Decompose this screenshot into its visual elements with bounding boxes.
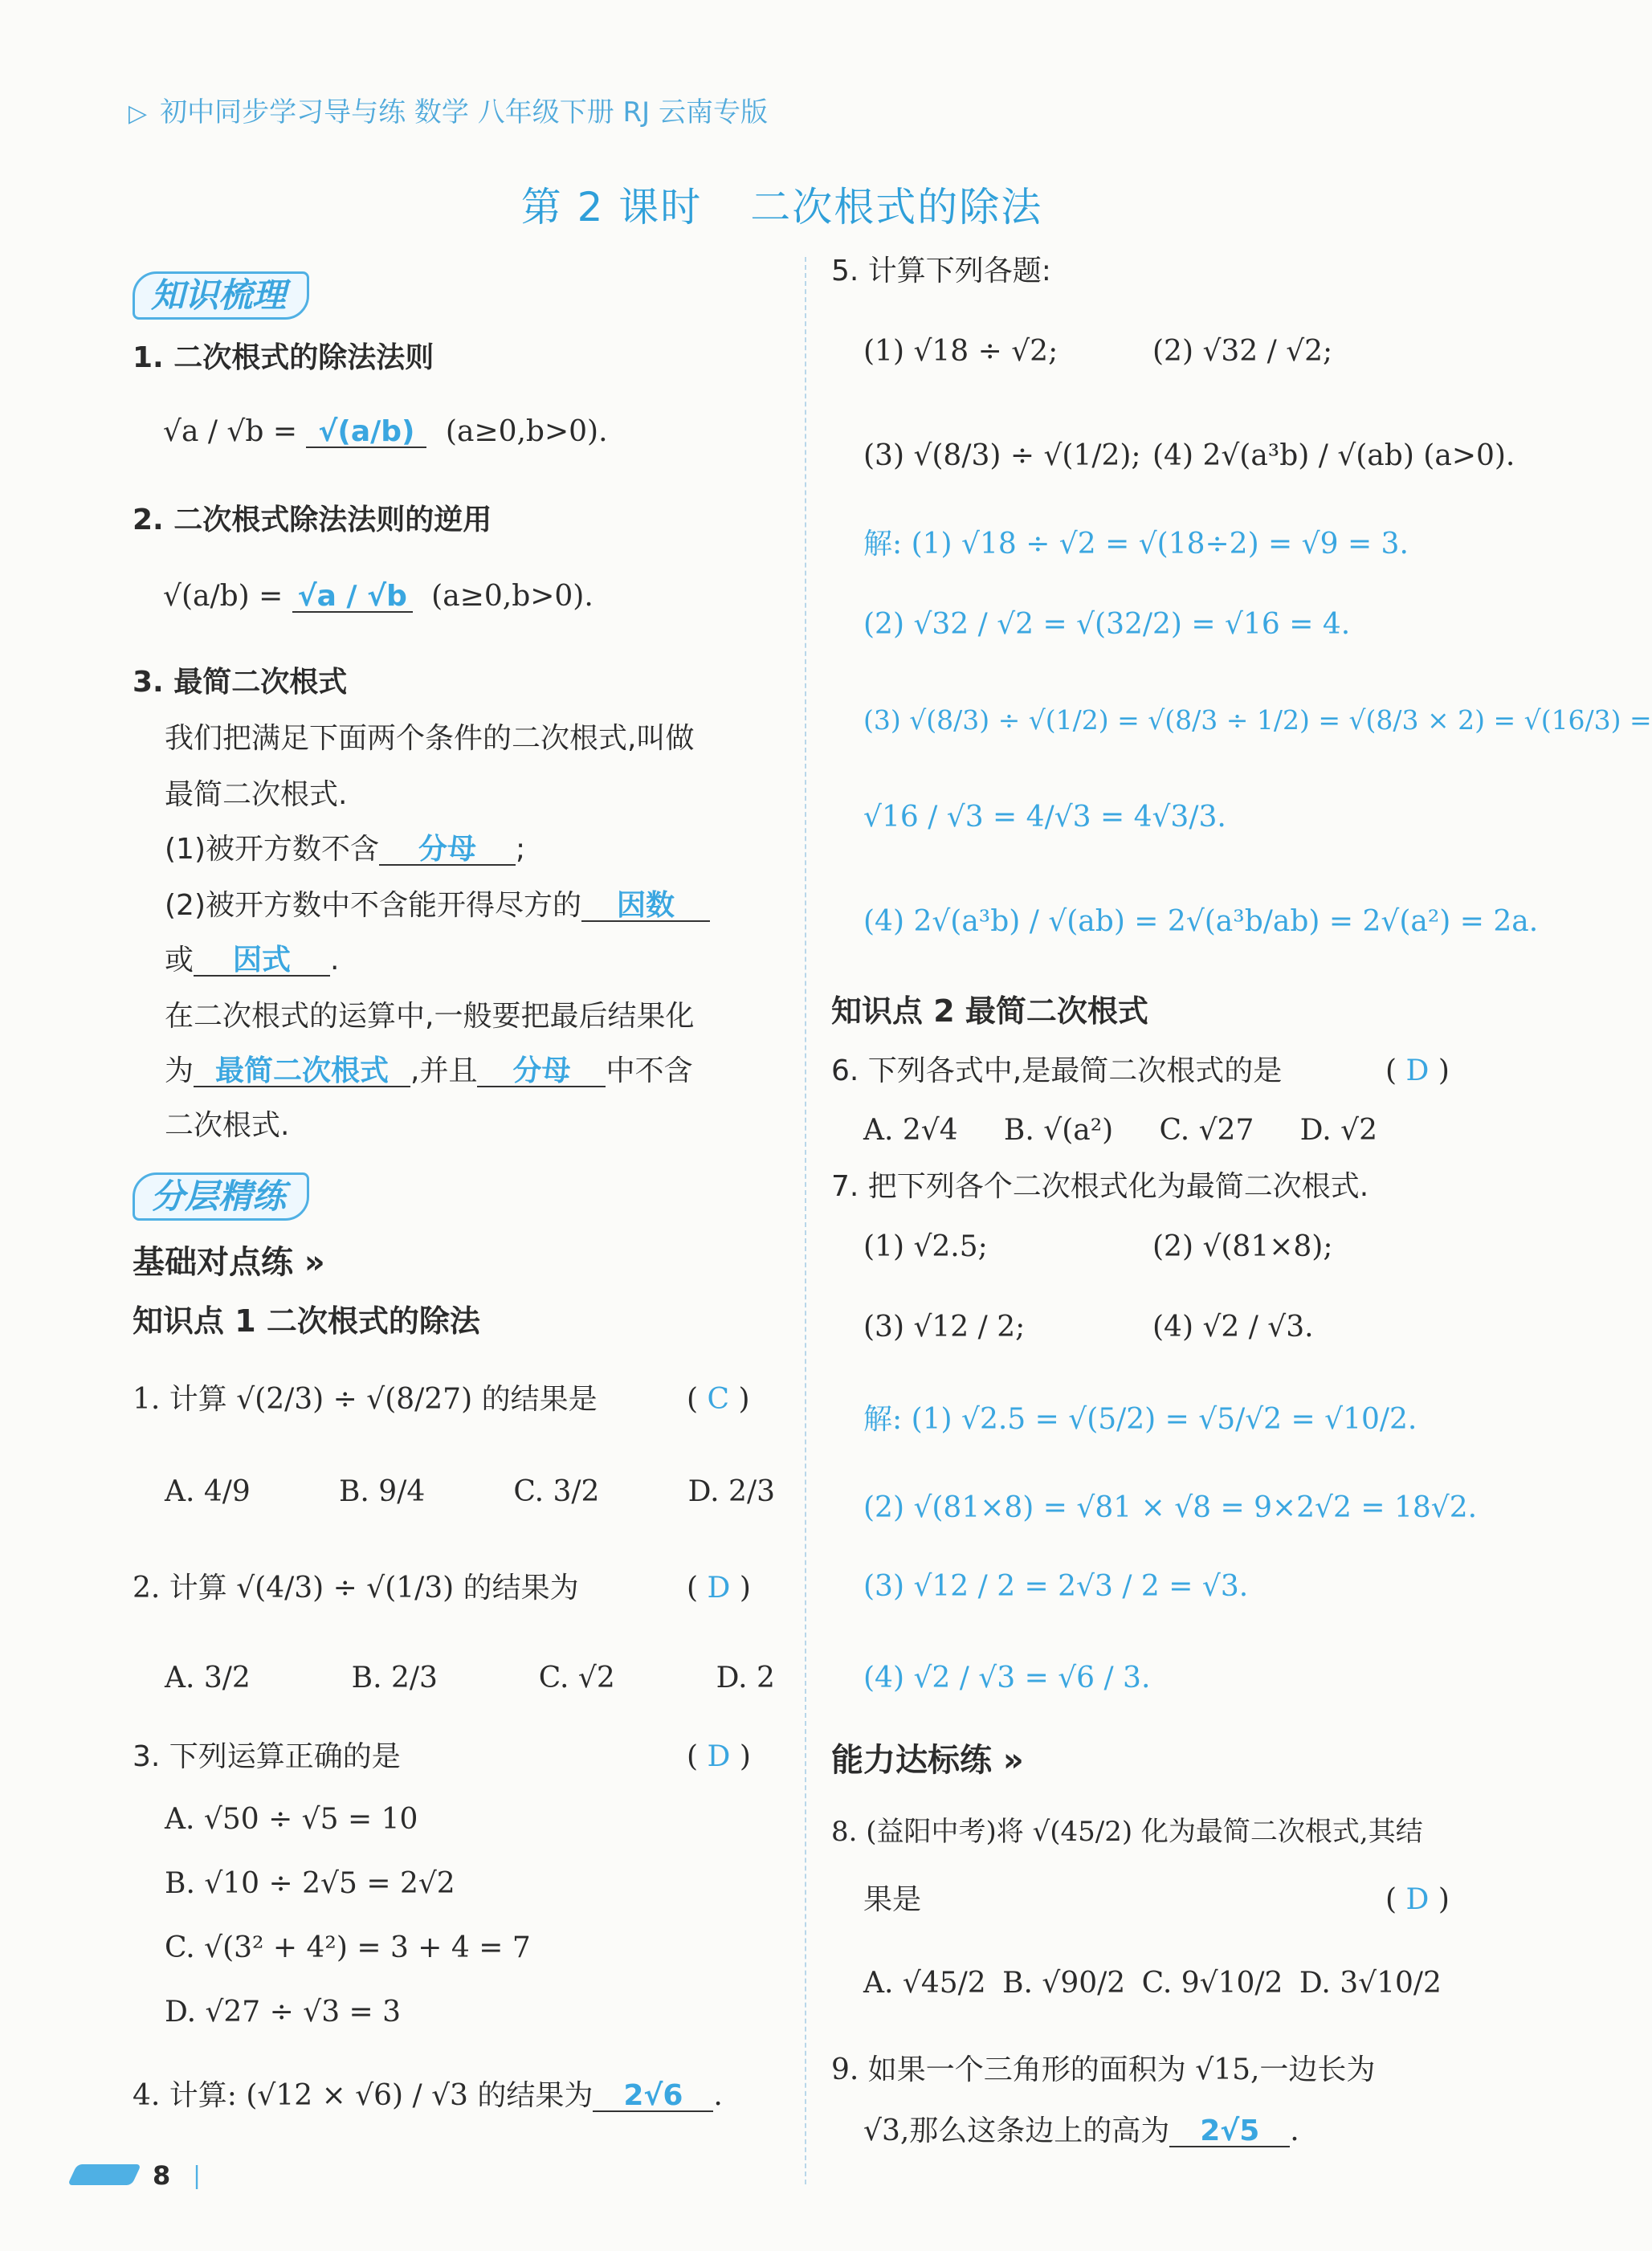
lesson-label: 第 2 课时 bbox=[520, 184, 703, 230]
q3-option-a: A. √50 ÷ √5 = 10 bbox=[165, 1803, 418, 1836]
k3-cond2: (2)被开方数中不含能开得尽方的 因数 bbox=[165, 891, 710, 922]
k2-title: 2. 二次根式除法法则的逆用 bbox=[133, 504, 492, 536]
q6-option-d: D. √2 bbox=[1299, 1114, 1377, 1147]
q7-part4: (4) √2 / √3. bbox=[1152, 1311, 1314, 1344]
q5-part2: (2) √32 / √2; bbox=[1152, 335, 1333, 368]
q7-solution2: (2) √(81×8) = √81 × √8 = 9×2√2 = 18√2. bbox=[863, 1491, 1478, 1524]
q5-part3: (3) √(8/3) ÷ √(1/2); bbox=[863, 439, 1141, 472]
k2-answer: √a / √b bbox=[292, 582, 413, 613]
q6-options bbox=[863, 1116, 1377, 1145]
q3-stem: 3. 下列运算正确的是 bbox=[133, 1740, 401, 1773]
k3-cond2-cont: 或 因式 . bbox=[165, 944, 340, 977]
k1-title: 1. 二次根式的除法法则 bbox=[133, 341, 434, 374]
q7-part2: (2) √(81×8); bbox=[1152, 1230, 1333, 1263]
q5-solution1: 解: (1) √18 ÷ √2 = √(18÷2) = √9 = 3. bbox=[863, 528, 1409, 561]
q5-solution4: (4) 2√(a³b) / √(ab) = 2√(a³b/ab) = 2√(a²) = 2a. bbox=[863, 905, 1539, 938]
q8-options bbox=[863, 1969, 1442, 1998]
q4-answer: 2√6 bbox=[593, 2082, 713, 2112]
q9-answer: 2√5 bbox=[1169, 2117, 1290, 2147]
q7-solution3: (3) √12 / 2 = 2√3 / 2 = √3. bbox=[863, 1570, 1249, 1603]
q2-answer-bracket: ( D ) bbox=[687, 1572, 751, 1605]
basic-section: 基础对点练 » bbox=[133, 1244, 325, 1281]
practice-badge: 分层精练 bbox=[133, 1172, 309, 1221]
q8-option-d: D. 3√10/2 bbox=[1299, 1967, 1442, 2000]
kp1-heading: 知识点 1 二次根式的除法 bbox=[133, 1303, 480, 1339]
k3-line5: 二次根式. bbox=[165, 1109, 290, 1142]
q1-answer-bracket: ( C ) bbox=[687, 1383, 750, 1416]
q6-option-b: B. √(a²) bbox=[1003, 1114, 1114, 1147]
kp2-heading: 知识点 2 最简二次根式 bbox=[831, 993, 1148, 1029]
lesson-topic: 二次根式的除法 bbox=[750, 184, 1043, 230]
q6-stem: 6. 下列各式中,是最简二次根式的是 bbox=[831, 1054, 1283, 1087]
q7-part3: (3) √12 / 2; bbox=[863, 1311, 1026, 1344]
k3-line4: 为 最简二次根式 ,并且 分母 中不含 bbox=[165, 1054, 693, 1087]
q2-option-d: D. 2 bbox=[716, 1662, 775, 1694]
knowledge-badge: 知识梳理 bbox=[133, 271, 309, 320]
q8-stem: 8. (益阳中考)将 √(45/2) 化为最简二次根式,其结 bbox=[831, 1816, 1423, 1848]
k3-line1: 我们把满足下面两个条件的二次根式,叫做 bbox=[165, 722, 695, 755]
q5-part4: (4) 2√(a³b) / √(ab) (a>0). bbox=[1152, 439, 1515, 472]
q6-answer-bracket: ( D ) bbox=[1385, 1054, 1450, 1087]
q7-solution4: (4) √2 / √3 = √6 / 3. bbox=[863, 1662, 1151, 1694]
q5-stem: 5. 计算下列各题: bbox=[831, 255, 1051, 287]
k3-line4-answer2: 分母 bbox=[477, 1057, 606, 1087]
q7-solution1: 解: (1) √2.5 = √(5/2) = √5/√2 = √10/2. bbox=[863, 1403, 1417, 1436]
q3-answer-bracket: ( D ) bbox=[687, 1740, 751, 1773]
q1-answer: C bbox=[707, 1383, 730, 1416]
k1-formula: √a / √b = √(a/b) (a≥0,b>0). bbox=[163, 415, 608, 448]
q8-answer: D bbox=[1405, 1883, 1430, 1916]
footer-stripe-icon bbox=[67, 2164, 141, 2185]
play-triangle-icon: ▷ bbox=[128, 100, 148, 128]
q5-solution3b: √16 / √3 = 4/√3 = 4√3/3. bbox=[863, 801, 1226, 834]
page-number: 8 bbox=[153, 2160, 171, 2191]
q5-part1: (1) √18 ÷ √2; bbox=[863, 335, 1059, 368]
q1-option-b: B. 9/4 bbox=[338, 1475, 426, 1508]
k3-cond2-answer: 因数 bbox=[581, 891, 710, 922]
q1-stem: 1. 计算 √(2/3) ÷ √(8/27) 的结果是 bbox=[133, 1383, 598, 1416]
column-divider bbox=[805, 257, 806, 2184]
k3-line2: 最简二次根式. bbox=[165, 778, 348, 811]
k1-answer: √(a/b) bbox=[306, 418, 426, 448]
q9-stem: 9. 如果一个三角形的面积为 √15,一边长为 bbox=[831, 2053, 1376, 2086]
q6-option-c: C. √27 bbox=[1159, 1114, 1254, 1147]
q5-solution2: (2) √32 / √2 = √(32/2) = √16 = 4. bbox=[863, 608, 1351, 641]
q2-options bbox=[165, 1664, 775, 1693]
q3-option-d: D. √27 ÷ √3 = 3 bbox=[165, 1996, 402, 2029]
q6-answer: D bbox=[1405, 1054, 1430, 1087]
q1-options bbox=[165, 1475, 775, 1508]
q1-option-a: A. 4/9 bbox=[165, 1475, 251, 1508]
q5-solution3a: (3) √(8/3) ÷ √(1/2) = √(8/3 ÷ 1/2) = √(8/3 × 2) = √(16/3) = bbox=[863, 704, 1652, 736]
k2-formula: √(a/b) = √a / √b (a≥0,b>0). bbox=[163, 580, 593, 613]
k3-line3: 在二次根式的运算中,一般要把最后结果化 bbox=[165, 1000, 695, 1033]
page-title bbox=[0, 175, 1564, 233]
q2-option-a: A. 3/2 bbox=[165, 1662, 251, 1694]
q8-option-c: C. 9√10/2 bbox=[1141, 1967, 1283, 2000]
q8-answer-bracket: ( D ) bbox=[1385, 1883, 1450, 1916]
q8-option-a: A. √45/2 bbox=[863, 1967, 986, 2000]
q4-stem: 4. 计算: (√12 × √6) / √3 的结果为 2√6 . bbox=[133, 2079, 723, 2112]
q1-option-d: D. 2/3 bbox=[687, 1475, 775, 1508]
q9-stem-cont: √3,那么这条边上的高为 2√5 . bbox=[863, 2114, 1299, 2147]
q3-option-b: B. √10 ÷ 2√5 = 2√2 bbox=[165, 1867, 455, 1900]
q8-option-b: B. √90/2 bbox=[1002, 1967, 1126, 2000]
q2-option-b: B. 2/3 bbox=[351, 1662, 438, 1694]
q7-part1: (1) √2.5; bbox=[863, 1230, 988, 1263]
q2-stem: 2. 计算 √(4/3) ÷ √(1/3) 的结果为 bbox=[133, 1572, 579, 1605]
q3-answer: D bbox=[707, 1740, 731, 1773]
page-separator: | bbox=[193, 2162, 202, 2190]
k3-title: 3. 最简二次根式 bbox=[133, 666, 348, 699]
q2-option-c: C. √2 bbox=[538, 1662, 615, 1694]
ability-section: 能力达标练 » bbox=[831, 1742, 1024, 1779]
q3-option-c: C. √(3² + 4²) = 3 + 4 = 7 bbox=[165, 1931, 531, 1964]
k3-cond1-answer: 分母 bbox=[379, 835, 516, 866]
series-header: ▷ 初中同步学习导与练 数学 八年级下册 RJ 云南专版 bbox=[128, 96, 768, 128]
q6-option-a: A. 2√4 bbox=[863, 1114, 958, 1147]
k3-line4-answer1: 最简二次根式 bbox=[194, 1057, 410, 1087]
k3-cond2-answer2: 因式 bbox=[194, 946, 330, 977]
q2-answer: D bbox=[707, 1572, 731, 1605]
q8-stem-cont: 果是 bbox=[863, 1883, 922, 1916]
q1-option-c: C. 3/2 bbox=[513, 1475, 600, 1508]
k3-cond1: (1)被开方数不含 分母 ; bbox=[165, 833, 526, 866]
q7-stem: 7. 把下列各个二次根式化为最简二次根式. bbox=[831, 1170, 1369, 1203]
